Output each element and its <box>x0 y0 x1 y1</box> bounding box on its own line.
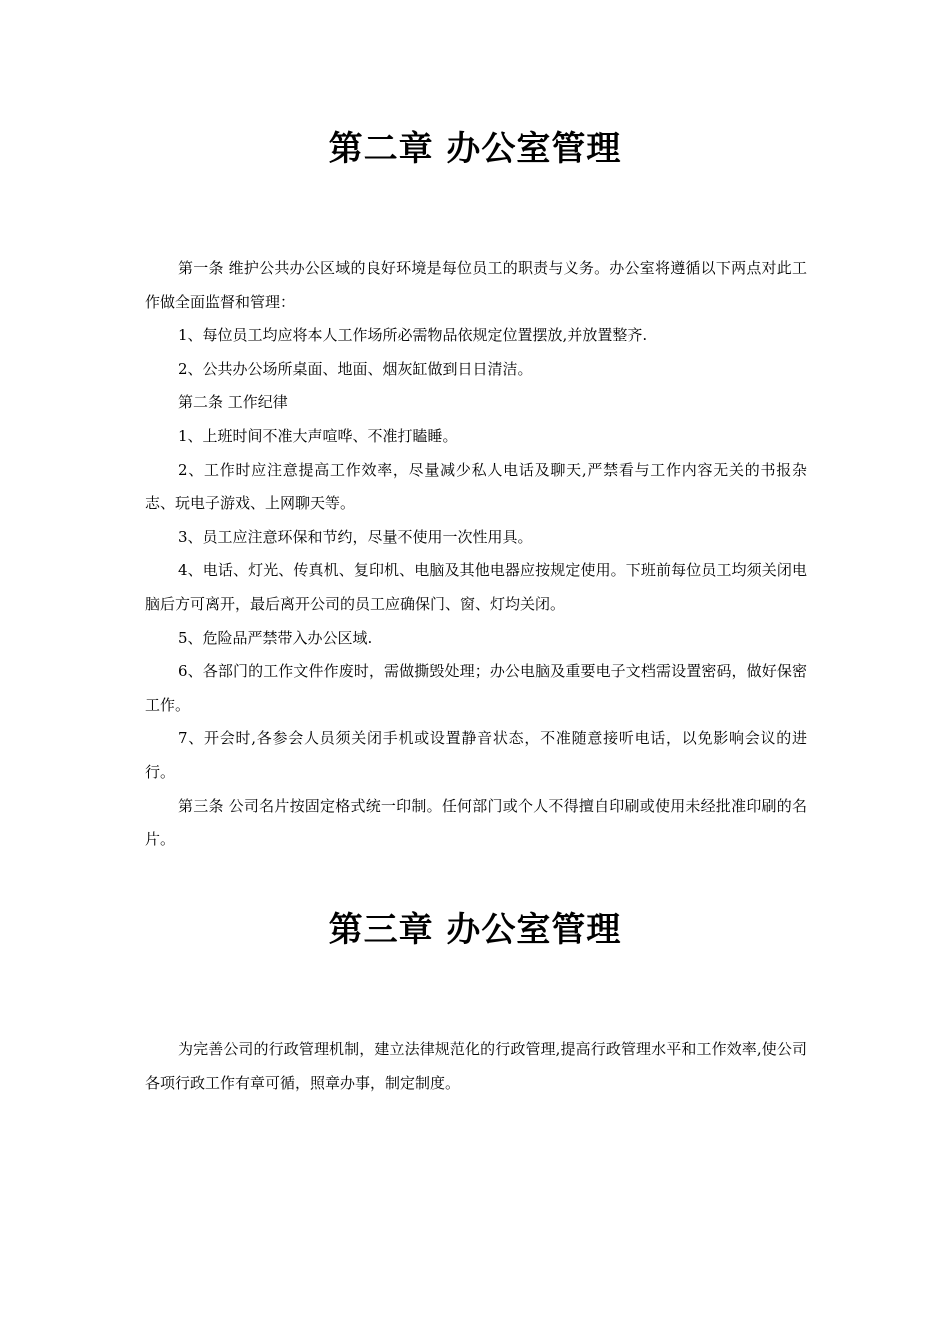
article-1-item-1: 1、每位员工均应将本人工作场所必需物品依规定位置摆放,并放置整齐. <box>178 326 648 345</box>
chapter-3-intro-paragraph: 为完善公司的行政管理机制，建立法律规范化的行政管理,提高行政管理水平和工作效率,使公司各项行政工作有章可循，照章办事，制定制度。 <box>145 1040 807 1092</box>
article-3-paragraph: 第三条 公司名片按固定格式统一印制。任何部门或个人不得擅自印刷或使用未经批准印刷的名片。 <box>145 796 807 849</box>
article-2-item-3: 3、员工应注意环保和节约，尽量不使用一次性用具。 <box>178 527 533 546</box>
chapter-2-body <box>145 252 807 857</box>
article-2-item-7: 7、开会时,各参会人员须关闭手机或设置静音状态，不准随意接听电话，以免影响会议的进行。 <box>145 729 807 781</box>
article-2-item-1: 1、上班时间不准大声喧哗、不准打瞌睡。 <box>178 426 458 445</box>
article-2-item-2: 2、工作时应注意提高工作效率，尽量减少私人电话及聊天,严禁看与工作内容无关的书报杂志、玩电子游戏、上网聊天等。 <box>145 460 807 513</box>
chapter-3-title: 第三章 办公室管理 <box>328 910 622 950</box>
article-1-item-2: 2、公共办公场所桌面、地面、烟灰缸做到日日清洁。 <box>178 359 533 378</box>
article-2-item-5: 5、危险品严禁带入办公区域. <box>178 628 373 647</box>
article-2-item-6: 6、各部门的工作文件作废时，需做撕毁处理；办公电脑及重要电子文档需设置密码，做好保密工作。 <box>145 662 807 714</box>
article-2-heading: 第二条 工作纪律 <box>178 393 288 412</box>
article-1-paragraph: 第一条 维护公共办公区域的良好环境是每位员工的职责与义务。办公室将遵循以下两点对此工作做全面监督和管理： <box>145 259 807 311</box>
article-2-item-4: 4、电话、灯光、传真机、复印机、电脑及其他电器应按规定使用。下班前每位员工均须关闭电脑后方可离开，最后离开公司的员工应确保门、窗、灯均关闭。 <box>145 561 807 613</box>
chapter-2-title: 第二章 办公室管理 <box>328 129 622 169</box>
chapter-3-body <box>145 1033 807 1100</box>
